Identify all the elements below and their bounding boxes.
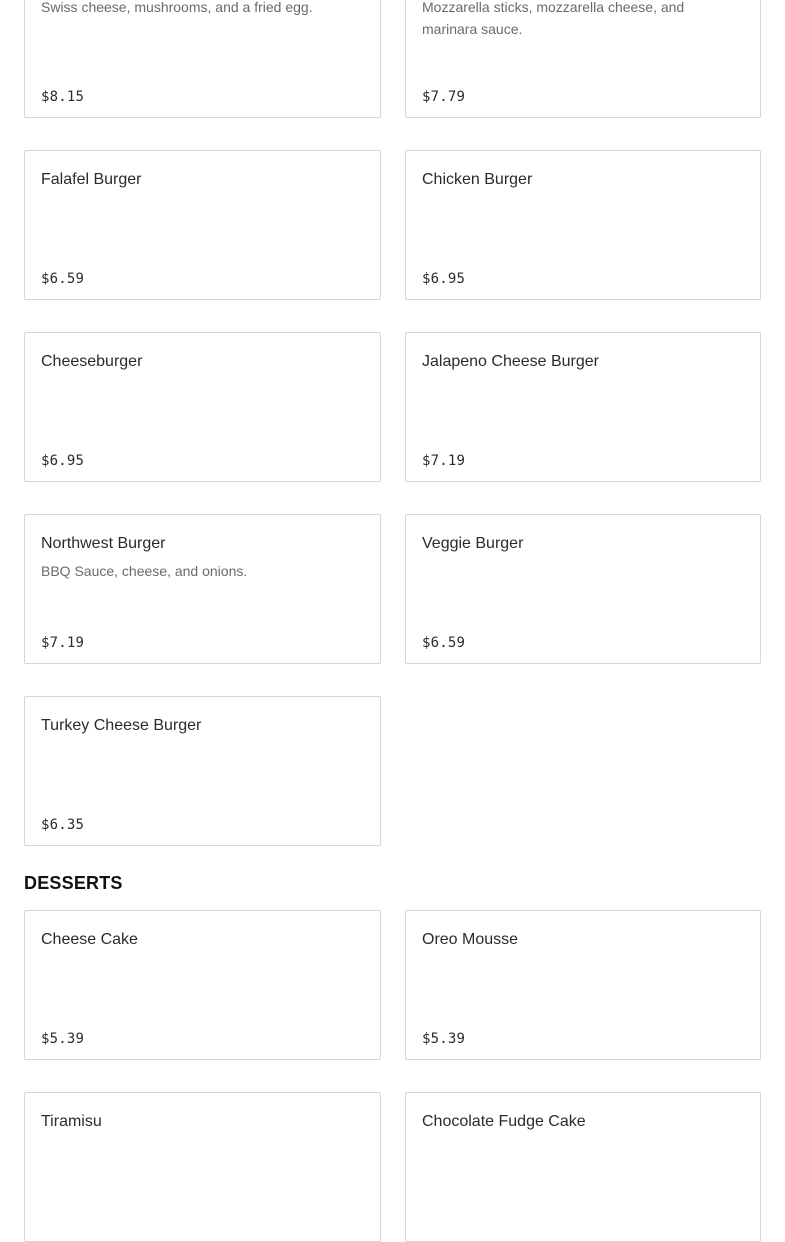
menu-item-price: $6.59 bbox=[422, 635, 466, 651]
menu-item-price: $5.39 bbox=[422, 1031, 466, 1047]
menu-item-name: Tiramisu bbox=[41, 1113, 102, 1130]
menu-item-name: Jalapeno Cheese Burger bbox=[422, 353, 600, 370]
menu-item-card[interactable] bbox=[405, 150, 761, 300]
menu-item-card[interactable] bbox=[24, 1092, 381, 1242]
menu-item-description: Mozzarella sticks, mozzarella cheese, and marinara sauce. bbox=[422, 0, 685, 37]
menu-item-name: Chocolate Fudge Cake bbox=[422, 1113, 586, 1130]
menu-item-card[interactable] bbox=[24, 514, 381, 664]
menu-item-name: Veggie Burger bbox=[422, 535, 524, 552]
menu-item-price: $8.15 bbox=[41, 89, 85, 105]
menu-item-description: Swiss cheese, mushrooms, and a fried egg. bbox=[41, 0, 313, 15]
menu-item-name: Turkey Cheese Burger bbox=[41, 717, 202, 734]
menu-item-name: Cheeseburger bbox=[41, 353, 143, 370]
section-heading: DESSERTS bbox=[24, 873, 123, 893]
menu-item-card[interactable] bbox=[405, 0, 761, 118]
menu-item-price: $6.95 bbox=[41, 453, 85, 469]
menu-item-price: $6.35 bbox=[41, 817, 85, 833]
menu-item-card[interactable] bbox=[24, 150, 381, 300]
menu-item-name: Chicken Burger bbox=[422, 171, 533, 188]
menu-item-card[interactable] bbox=[24, 0, 381, 118]
menu-item-price: $5.39 bbox=[41, 1031, 85, 1047]
menu-item-description: BBQ Sauce, cheese, and onions. bbox=[41, 563, 248, 579]
menu-item-price: $7.19 bbox=[41, 635, 85, 651]
menu-item-price: $7.19 bbox=[422, 453, 466, 469]
menu-item-price: $7.79 bbox=[422, 89, 466, 105]
menu-item-grid bbox=[24, 910, 761, 1242]
menu-item-name: Oreo Mousse bbox=[422, 931, 519, 948]
menu-section-burgers bbox=[24, 0, 761, 846]
menu-item-card[interactable] bbox=[24, 910, 381, 1060]
menu-item-card[interactable] bbox=[405, 514, 761, 664]
menu-item-grid bbox=[24, 0, 761, 846]
menu-item-card[interactable] bbox=[24, 696, 381, 846]
menu-item-name: Falafel Burger bbox=[41, 171, 142, 188]
menu-page bbox=[24, 0, 761, 1242]
menu-item-card[interactable] bbox=[405, 332, 761, 482]
menu-section-desserts bbox=[24, 846, 761, 1242]
menu-item-name: Cheese Cake bbox=[41, 931, 138, 948]
menu-item-name: Northwest Burger bbox=[41, 535, 166, 552]
menu-item-price: $6.59 bbox=[41, 271, 85, 287]
menu-item-card[interactable] bbox=[405, 1092, 761, 1242]
menu-item-price: $6.95 bbox=[422, 271, 466, 287]
menu-item-card[interactable] bbox=[405, 910, 761, 1060]
menu-item-card[interactable] bbox=[24, 332, 381, 482]
